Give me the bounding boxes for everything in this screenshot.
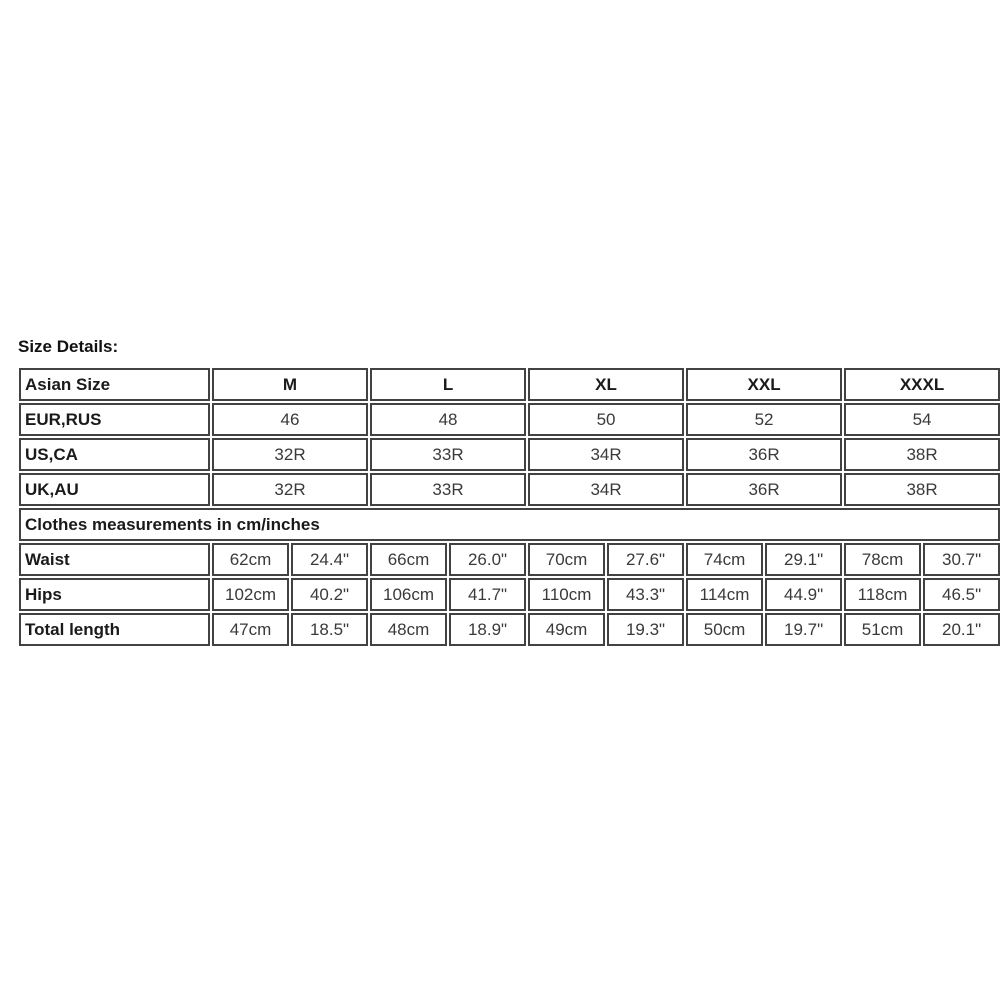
header-size-l: L: [370, 368, 526, 401]
measurement-value: 20.1": [923, 613, 1000, 646]
header-asian-size: Asian Size: [19, 368, 210, 401]
size-value: 34R: [528, 438, 684, 471]
table-header-row: [19, 368, 1000, 401]
size-value: 33R: [370, 473, 526, 506]
measurement-value: 62cm: [212, 543, 289, 576]
measurement-value: 41.7": [449, 578, 526, 611]
page-title: Size Details:: [18, 337, 119, 356]
size-value: 38R: [844, 438, 1000, 471]
measurement-value: 47cm: [212, 613, 289, 646]
measurement-value: 19.7": [765, 613, 842, 646]
header-size-xxl: XXL: [686, 368, 842, 401]
row-label-total-length: Total length: [19, 613, 210, 646]
measurement-value: 110cm: [528, 578, 605, 611]
measurement-value: 102cm: [212, 578, 289, 611]
header-size-xxxl: XXXL: [844, 368, 1000, 401]
table-row-eur-rus: [19, 403, 1000, 436]
row-label-uk-au: UK,AU: [19, 473, 210, 506]
size-value: 36R: [686, 473, 842, 506]
size-value: 34R: [528, 473, 684, 506]
row-label-waist: Waist: [19, 543, 210, 576]
measurement-value: 49cm: [528, 613, 605, 646]
measurement-value: 70cm: [528, 543, 605, 576]
table-section-row: [19, 508, 1000, 541]
measurement-value: 48cm: [370, 613, 447, 646]
size-chart-table: [17, 366, 1000, 648]
table-row-waist: [19, 543, 1000, 576]
measurement-value: 44.9": [765, 578, 842, 611]
measurement-value: 19.3": [607, 613, 684, 646]
measurement-value: 18.5": [291, 613, 368, 646]
size-value: 52: [686, 403, 842, 436]
measurement-value: 118cm: [844, 578, 921, 611]
size-value: 48: [370, 403, 526, 436]
measurement-value: 40.2": [291, 578, 368, 611]
table-row-hips: [19, 578, 1000, 611]
size-value: 33R: [370, 438, 526, 471]
measurement-value: 74cm: [686, 543, 763, 576]
measurement-value: 43.3": [607, 578, 684, 611]
table-row-total-length: [19, 613, 1000, 646]
table-row-us-ca: [19, 438, 1000, 471]
measurement-value: 30.7": [923, 543, 1000, 576]
measurement-value: 78cm: [844, 543, 921, 576]
measurement-value: 66cm: [370, 543, 447, 576]
size-value: 32R: [212, 438, 368, 471]
row-label-hips: Hips: [19, 578, 210, 611]
size-value: 54: [844, 403, 1000, 436]
measurement-value: 46.5": [923, 578, 1000, 611]
measurement-value: 29.1": [765, 543, 842, 576]
size-value: 46: [212, 403, 368, 436]
measurement-value: 51cm: [844, 613, 921, 646]
size-value: 38R: [844, 473, 1000, 506]
size-value: 36R: [686, 438, 842, 471]
size-value: 50: [528, 403, 684, 436]
section-header: Clothes measurements in cm/inches: [19, 508, 1000, 541]
size-value: 32R: [212, 473, 368, 506]
measurement-value: 18.9": [449, 613, 526, 646]
measurement-value: 26.0": [449, 543, 526, 576]
measurement-value: 50cm: [686, 613, 763, 646]
measurement-value: 114cm: [686, 578, 763, 611]
header-size-xl: XL: [528, 368, 684, 401]
row-label-us-ca: US,CA: [19, 438, 210, 471]
size-chart-section: [17, 337, 983, 648]
row-label-eur-rus: EUR,RUS: [19, 403, 210, 436]
measurement-value: 24.4": [291, 543, 368, 576]
table-row-uk-au: [19, 473, 1000, 506]
header-size-m: M: [212, 368, 368, 401]
measurement-value: 106cm: [370, 578, 447, 611]
measurement-value: 27.6": [607, 543, 684, 576]
